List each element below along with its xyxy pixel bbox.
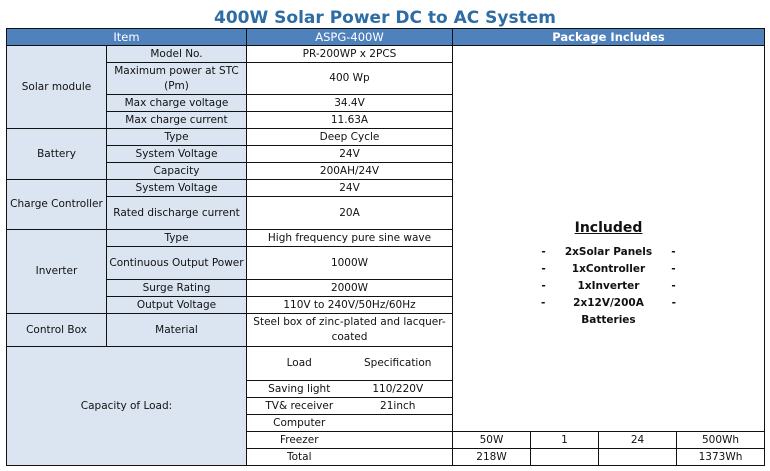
load-name-spec [247, 398, 453, 415]
load-name: TV& receiver [265, 399, 334, 412]
package-list [539, 244, 679, 329]
dash: - [541, 279, 546, 292]
spec-label: System Voltage [107, 146, 247, 163]
spec-label: Surge Rating [107, 280, 247, 297]
package-item: 2xSolar Panels [564, 245, 653, 258]
load-spec: 21inch [380, 399, 416, 412]
load-group-label: Capacity of Load: [7, 347, 247, 466]
package-cell [453, 46, 765, 432]
spec-value: 2000W [247, 280, 453, 297]
spec-label: Maximum power at STC (Pm) [107, 63, 247, 95]
header-package: Package Includes [453, 29, 765, 46]
spec-table [6, 28, 765, 466]
load-name: Saving light [268, 382, 331, 395]
header-item: Item [7, 29, 247, 46]
dash: - [671, 245, 676, 258]
spec-value: 110V to 240V/50Hz/60Hz [247, 297, 453, 314]
list-item [539, 295, 679, 329]
spec-label: Max charge current [107, 112, 247, 129]
spec-value: Deep Cycle [247, 129, 453, 146]
page-title: 400W Solar Power DC to AC System [214, 8, 556, 28]
load-header-cell [247, 347, 453, 381]
total-number [531, 449, 599, 466]
spec-label: Type [107, 230, 247, 247]
total-hours [599, 449, 677, 466]
spec-value: 400 Wp [247, 63, 453, 95]
dash: - [541, 262, 546, 275]
load-name: Freezer [279, 433, 319, 446]
spec-table-wrapper [6, 28, 765, 466]
list-item [539, 261, 679, 278]
total-label: Total [286, 450, 312, 463]
package-item: 1xController [571, 262, 646, 275]
spec-label: Rated discharge current [107, 197, 247, 230]
spec-label: Material [107, 314, 247, 347]
dash: - [671, 296, 676, 309]
spec-value: 200AH/24V [247, 163, 453, 180]
list-item [539, 278, 679, 295]
spec-label: Max charge voltage [107, 95, 247, 112]
controller-group-label: Charge Controller [7, 180, 107, 230]
load-name-spec [247, 381, 453, 398]
spec-value: 20A [247, 197, 453, 230]
load-hours: 24 [599, 432, 677, 449]
spec-value: 1000W [247, 247, 453, 280]
load-expend: 500Wh [677, 432, 765, 449]
load-header-load: Load [286, 357, 312, 369]
spec-label: System Voltage [107, 180, 247, 197]
list-item [539, 244, 679, 261]
battery-group-label: Battery [7, 129, 107, 180]
spec-label: Capacity [107, 163, 247, 180]
total-power: 218W [453, 449, 531, 466]
table-row [7, 46, 765, 63]
load-power: 50W [453, 432, 531, 449]
dash: - [541, 245, 546, 258]
load-name-spec [247, 415, 453, 432]
spec-value: 11.63A [247, 112, 453, 129]
load-number: 1 [531, 432, 599, 449]
package-item: 2x12V/200A Batteries [573, 296, 644, 326]
inverter-group-label: Inverter [7, 230, 107, 314]
load-name-spec [247, 432, 453, 449]
spec-value: 24V [247, 180, 453, 197]
load-name: Computer [273, 416, 326, 429]
package-item: 1xInverter [577, 279, 640, 292]
header-model: ASPG-400W [247, 29, 453, 46]
spec-value: Steel box of zinc-plated and lacquer-coated [247, 314, 453, 347]
spec-value: 24V [247, 146, 453, 163]
package-heading: Included [574, 219, 643, 236]
dash: - [541, 296, 546, 309]
total-name-spec [247, 449, 453, 466]
spec-label: Output Voltage [107, 297, 247, 314]
dash: - [671, 262, 676, 275]
solar-group-label: Solar module [7, 46, 107, 129]
dash: - [671, 279, 676, 292]
spec-label: Model No. [107, 46, 247, 63]
header-row [7, 29, 765, 46]
total-expend: 1373Wh [677, 449, 765, 466]
spec-value: High frequency pure sine wave [247, 230, 453, 247]
spec-value: 34.4V [247, 95, 453, 112]
spec-label: Continuous Output Power [107, 247, 247, 280]
controlbox-group-label: Control Box [7, 314, 107, 347]
spec-label: Type [107, 129, 247, 146]
load-spec: 110/220V [372, 382, 424, 395]
load-header-spec: Specification [364, 357, 432, 369]
spec-value: PR-200WP x 2PCS [247, 46, 453, 63]
